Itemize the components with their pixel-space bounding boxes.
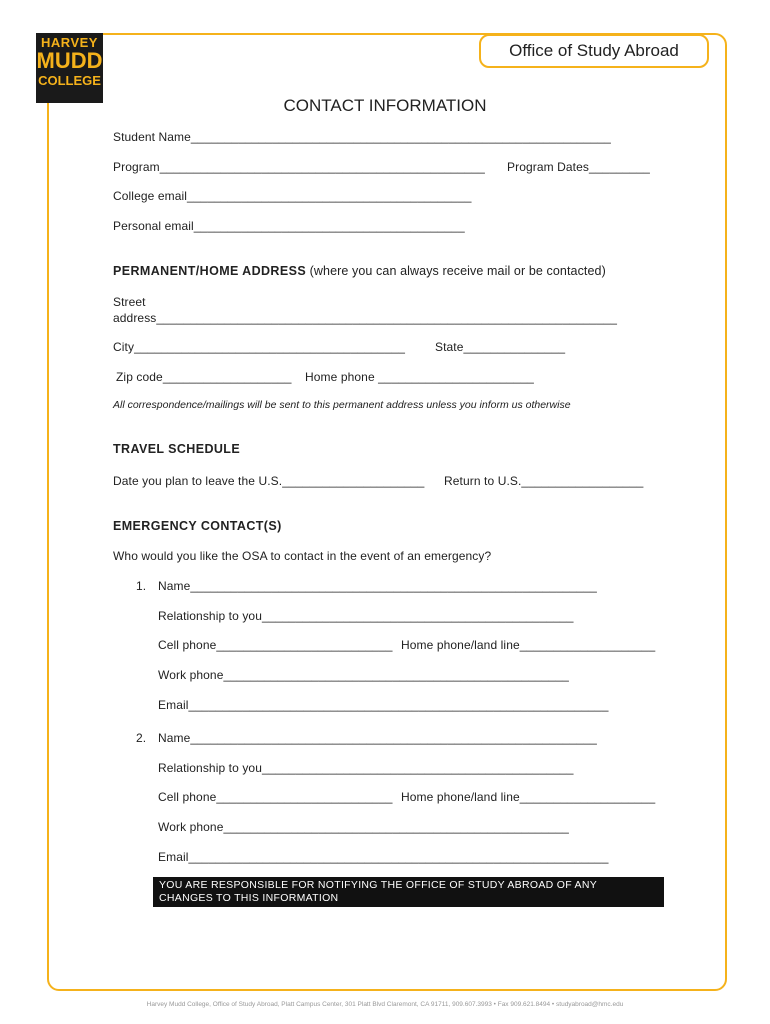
contact-1-name-field[interactable]: Name____________________________________________________________ [158,579,597,593]
contact-1-relationship-field[interactable]: Relationship to you______________________________________________ [158,609,574,623]
college-email-field[interactable]: College email__________________________________________ [113,189,472,203]
personal-email-field[interactable]: Personal email________________________________________ [113,219,465,233]
contact-1-home-field[interactable]: Home phone/land line____________________ [401,638,656,652]
responsibility-notice [153,877,664,907]
address-notice: All correspondence/mailings will be sent to this permanent address unless you inform us otherwise [113,399,571,411]
street-address-field[interactable]: address____________________________________________________________________ [113,311,618,325]
contact-1-number: 1. [136,579,147,593]
contact-2-relationship-field[interactable]: Relationship to you______________________________________________ [158,761,574,775]
contact-1-work-field[interactable]: Work phone___________________________________________________ [158,668,569,682]
leave-date-field[interactable]: Date you plan to leave the U.S._____________________ [113,474,425,488]
address-heading-note: (where you can always receive mail or be contacted) [306,264,606,278]
home-phone-field[interactable]: Home phone _______________________ [305,370,534,384]
contact-2-cell-field[interactable]: Cell phone__________________________ [158,790,393,804]
notice-line-1: YOU ARE RESPONSIBLE FOR NOTIFYING THE OFFICE OF STUDY ABROAD OF ANY [159,879,598,891]
page-title: CONTACT INFORMATION [283,96,487,115]
contact-2-work-field[interactable]: Work phone___________________________________________________ [158,820,569,834]
program-dates-field[interactable]: Program Dates_________ [507,160,650,174]
contact-1-cell-field[interactable]: Cell phone__________________________ [158,638,393,652]
program-field[interactable]: Program________________________________________________ [113,160,485,174]
state-field[interactable]: State_______________ [435,340,566,354]
student-name-field[interactable]: Student Name______________________________________________________________ [113,130,611,144]
emergency-question: Who would you like the OSA to contact in the event of an emergency? [113,549,492,563]
address-heading [113,264,606,278]
logo-line-1: HARVEY [41,35,98,50]
contact-2-home-field[interactable]: Home phone/land line____________________ [401,790,656,804]
office-tab: Office of Study Abroad [479,34,709,68]
harvey-mudd-logo [36,33,103,103]
travel-heading: TRAVEL SCHEDULE [113,442,241,456]
contact-1-email-field[interactable]: Email______________________________________________________________ [158,698,609,712]
street-label: Street [113,295,146,309]
footer-address: Harvey Mudd College, Office of Study Abroad, Platt Campus Center, 301 Platt Blvd Claremont, CA 91711, 909.607.3993 • Fax 909.621.8494 • studyabroad@hmc.edu [146,1001,624,1008]
page-border [47,33,727,991]
contact-2-email-field[interactable]: Email______________________________________________________________ [158,850,609,864]
logo-line-2: MUDD [36,48,103,73]
contact-2-name-field[interactable]: Name____________________________________________________________ [158,731,597,745]
zip-code-field[interactable]: Zip code___________________ [116,370,292,384]
emergency-heading: EMERGENCY CONTACT(S) [113,519,282,533]
return-date-field[interactable]: Return to U.S.__________________ [444,474,644,488]
notice-line-2: CHANGES TO THIS INFORMATION [159,892,339,904]
logo-line-3: COLLEGE [38,73,101,88]
address-heading-text: PERMANENT/HOME ADDRESS [113,264,307,278]
contact-2-number: 2. [136,731,147,745]
city-field[interactable]: City________________________________________ [113,340,406,354]
